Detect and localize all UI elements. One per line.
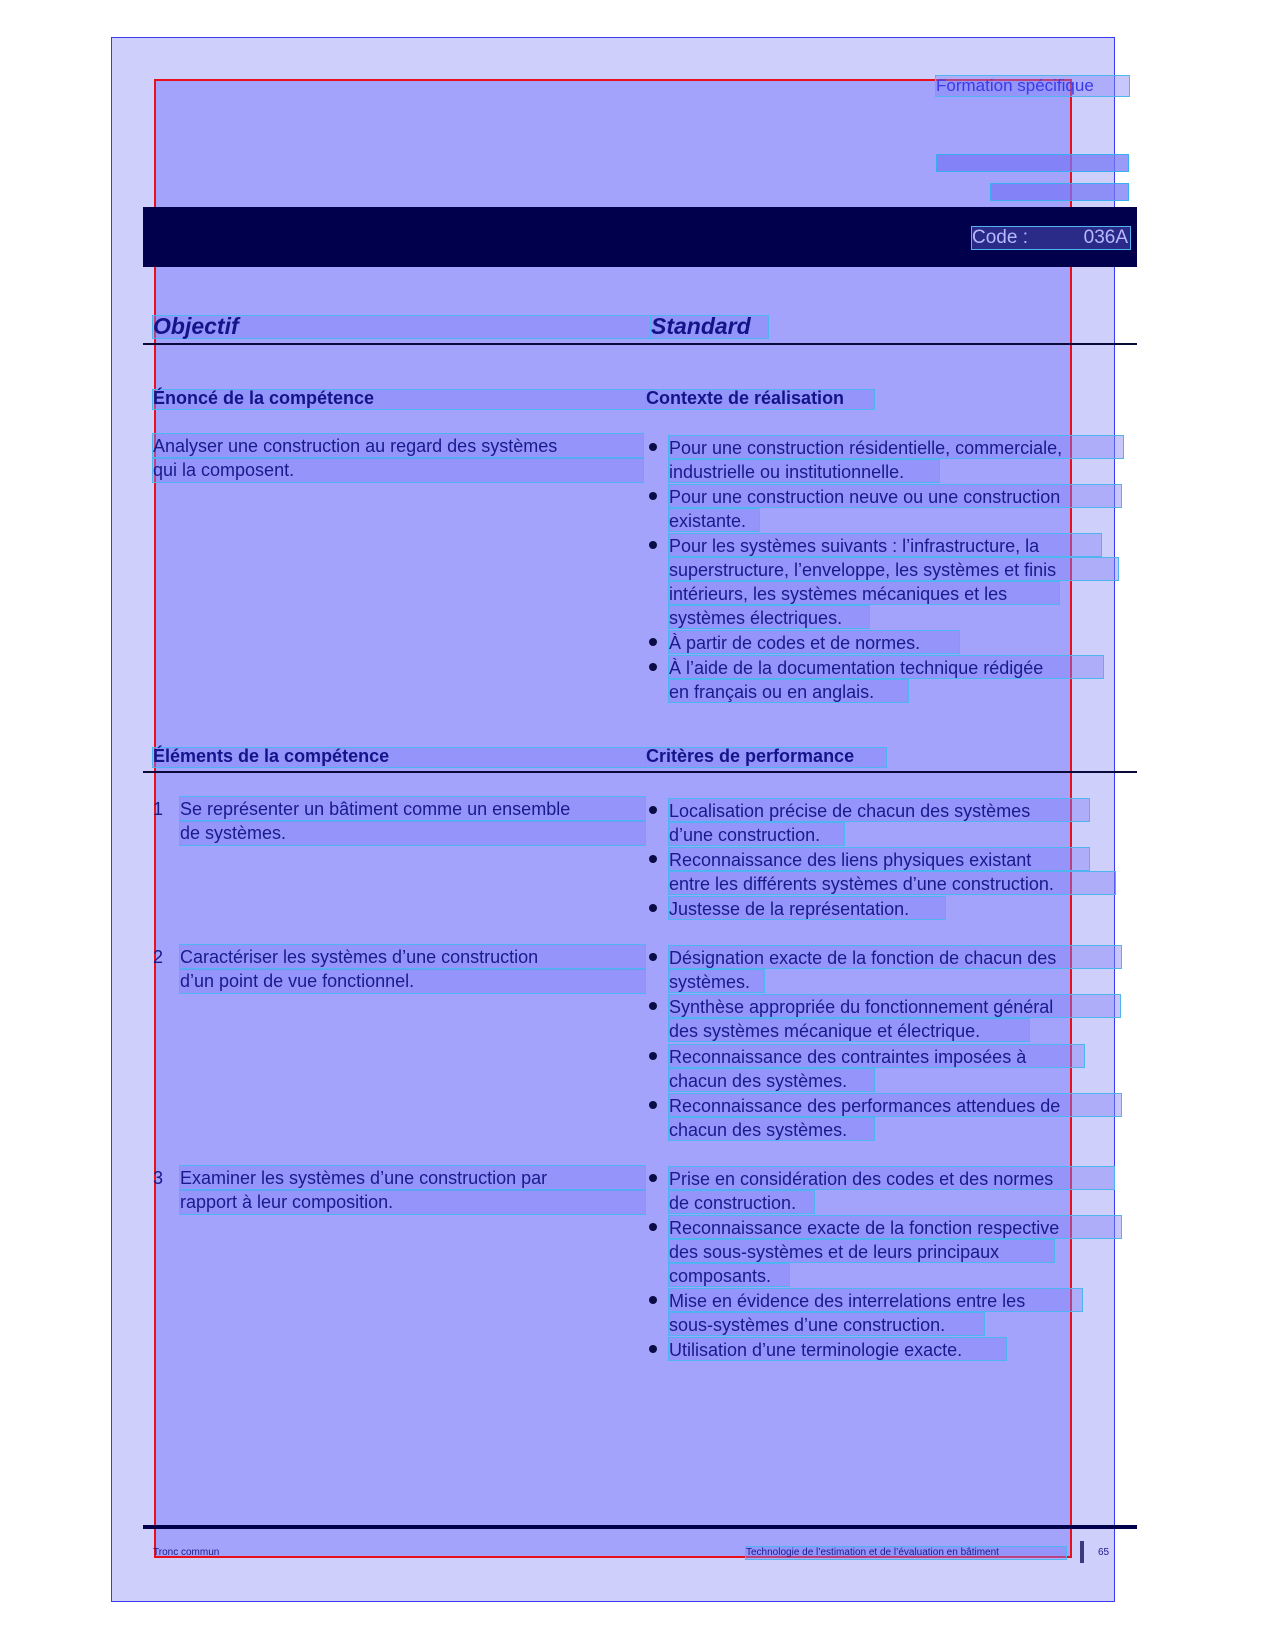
bullet (649, 492, 657, 500)
critere-line-21: Utilisation d’une terminologie exacte. (669, 1338, 1006, 1360)
contexte-line-5: Pour les systèmes suivants : l’infrastructure, la (669, 534, 1101, 556)
critere-line-12: Reconnaissance des performances attendues de (669, 1094, 1121, 1116)
footer-page-number: 65 (1098, 1547, 1110, 1558)
bullet (649, 638, 657, 646)
bullet (649, 1345, 657, 1353)
element-2-line-1: Caractériser les systèmes d’une construction (180, 945, 645, 969)
critere-line-1: Localisation précise de chacun des systèmes (669, 799, 1089, 821)
criteres-title: Critères de performance (646, 746, 855, 766)
bullet (649, 1223, 657, 1231)
bullet (649, 1002, 657, 1010)
bullet (649, 663, 657, 671)
bullet (649, 855, 657, 863)
divider-2 (143, 771, 1137, 773)
footer-left: Tronc commun (153, 1547, 220, 1558)
critere-line-17: des sous-systèmes et de leurs principaux (669, 1240, 1054, 1262)
critere-line-11: chacun des systèmes. (669, 1069, 874, 1091)
element-1-line-2: de systèmes. (180, 821, 645, 845)
contexte-line-1: Pour une construction résidentielle, commerciale, (669, 436, 1123, 458)
bullet (649, 953, 657, 961)
element-number-1: 1 (153, 799, 164, 819)
critere-line-13: chacun des systèmes. (669, 1118, 874, 1140)
critere-line-4: entre les différents systèmes d’une construction. (669, 872, 1115, 894)
divider-1 (143, 343, 1137, 345)
critere-line-10: Reconnaissance des contraintes imposées à (669, 1045, 1084, 1067)
critere-line-2: d’une construction. (669, 823, 844, 845)
element-1-line-1: Se représenter un bâtiment comme un ensemble (180, 797, 645, 821)
element-3-line-2: rapport à leur composition. (180, 1190, 645, 1214)
enonce-line-2: qui la composent. (153, 458, 643, 482)
bullet (649, 1174, 657, 1182)
contexte-line-3: Pour une construction neuve ou une construction (669, 485, 1121, 507)
critere-line-9: des systèmes mécanique et électrique. (669, 1019, 1029, 1041)
contexte-line-11: en français ou en anglais. (669, 680, 908, 702)
code-label: Code : (972, 227, 1028, 248)
critere-line-8: Synthèse appropriée du fonctionnement général (669, 995, 1120, 1017)
enonce-title: Énoncé de la compétence (153, 388, 375, 408)
footer-rule (143, 1525, 1137, 1529)
bullet (649, 1101, 657, 1109)
contexte-line-9: À partir de codes et de normes. (669, 631, 959, 653)
code-box (972, 227, 1130, 249)
critere-line-6: Désignation exacte de la fonction de chacun des (669, 946, 1121, 968)
code-value: 036A (1083, 227, 1128, 248)
critere-line-20: sous-systèmes d’une construction. (669, 1313, 984, 1335)
bullet (649, 806, 657, 814)
critere-line-18: composants. (669, 1264, 789, 1286)
bullet (649, 1296, 657, 1304)
element-3-line-1: Examiner les systèmes d’une construction par (180, 1166, 645, 1190)
footer-divider (1080, 1541, 1084, 1563)
contexte-line-2: industrielle ou institutionnelle. (669, 460, 939, 482)
bullet (649, 443, 657, 451)
footer-center: Technologie de l’estimation et de l’évaluation en bâtiment (746, 1547, 1066, 1559)
contexte-line-6: superstructure, l’enveloppe, les systèmes et finis (669, 558, 1118, 580)
enonce-line-1: Analyser une construction au regard des systèmes (153, 434, 643, 458)
element-number-2: 2 (153, 947, 164, 967)
element-number-3: 3 (153, 1168, 164, 1188)
contexte-line-4: existante. (669, 509, 759, 531)
critere-line-3: Reconnaissance des liens physiques existant (669, 848, 1089, 870)
contexte-line-8: systèmes électriques. (669, 606, 869, 628)
elements-title: Éléments de la compétence (153, 746, 390, 766)
critere-line-15: de construction. (669, 1191, 814, 1213)
contexte-line-7: intérieurs, les systèmes mécaniques et les (669, 582, 1059, 604)
contexte-title: Contexte de réalisation (646, 388, 845, 408)
critere-line-5: Justesse de la représentation. (669, 897, 945, 919)
critere-line-14: Prise en considération des codes et des normes (669, 1167, 1114, 1189)
standard-title: Standard (651, 313, 751, 339)
header-redacted-box-2 (990, 183, 1129, 201)
element-2-line-2: d’un point de vue fonctionnel. (180, 969, 645, 993)
header-redacted-box-1 (936, 154, 1129, 172)
critere-line-16: Reconnaissance exacte de la fonction respective (669, 1216, 1121, 1238)
contexte-line-10: À l’aide de la documentation technique rédigée (669, 656, 1103, 678)
critere-line-7: systèmes. (669, 970, 764, 992)
critere-line-19: Mise en évidence des interrelations entre les (669, 1289, 1082, 1311)
bullet (649, 1052, 657, 1060)
bullet (649, 904, 657, 912)
objectif-title: Objectif (153, 313, 239, 339)
bullet (649, 541, 657, 549)
header-formation-label: Formation spécifique (936, 76, 1129, 96)
